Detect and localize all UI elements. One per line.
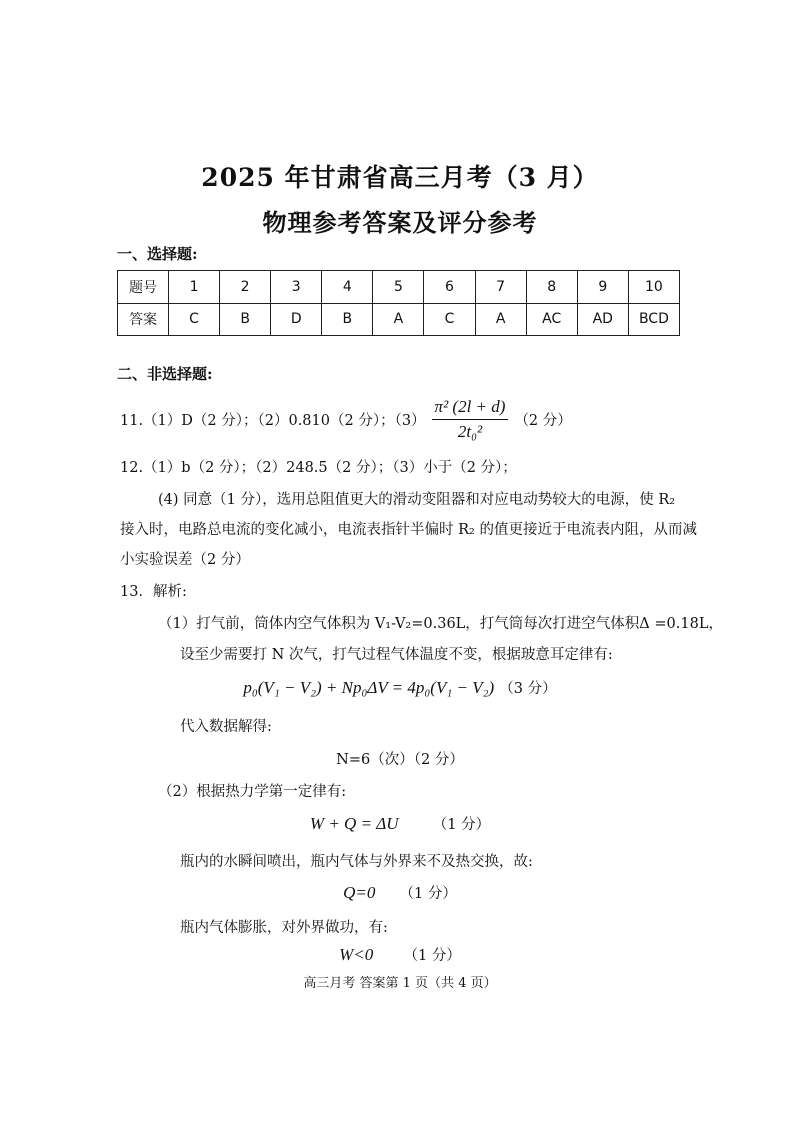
q13-p4: （2）根据热力学第一定律有: xyxy=(158,784,347,800)
q11-formula-denominator: 2t₀² xyxy=(457,421,483,441)
table-cell: B xyxy=(322,303,373,336)
page-footer: 高三月考 答案第 1 页（共 4 页） xyxy=(303,976,497,991)
q13-eq1-row xyxy=(0,677,800,698)
q13-p2: 设至少需要打 N 次气，打气过程气体温度不变，根据玻意耳定律有: xyxy=(180,647,613,663)
section-heading-nonchoice: 二、非选择题: xyxy=(117,365,213,383)
q13-eq3-score: （1 分） xyxy=(432,817,491,833)
q13-eq4-row xyxy=(0,882,800,903)
q13-eq1: p₀(V₁ − V₂) + Np₀ΔV = 4p₀(V₁ − V₂) xyxy=(243,678,495,697)
q12-line3: 接入时，电路总电流的变化减小，电流表指针半偏时 R₂ 的值更接近于电流表内阻，从而减 xyxy=(120,522,697,538)
q13-p3: 代入数据解得: xyxy=(180,719,272,735)
table-cell: 7 xyxy=(475,271,526,304)
table-cell: 5 xyxy=(373,271,424,304)
table-cell: 10 xyxy=(628,271,679,304)
q13-eq3-row xyxy=(0,813,800,834)
q13-eq5-row xyxy=(0,944,800,965)
question-11 xyxy=(120,396,572,442)
table-row-numbers xyxy=(118,271,680,304)
table-cell: 8 xyxy=(526,271,577,304)
q13-eq1-score: （3 分） xyxy=(499,681,557,697)
q13-p5: 瓶内的水瞬间喷出，瓶内气体与外界来不及热交换，故: xyxy=(180,854,533,870)
table-cell: A xyxy=(373,303,424,336)
q13-eq5-score: （1 分） xyxy=(403,948,461,964)
q13-p6: 瓶内气体膨胀，对外界做功，有: xyxy=(180,920,388,936)
q11-formula xyxy=(432,397,509,442)
q12-line1: 12.（1）b（2 分）；（2）248.5（2 分）；（3）小于（2 分）； xyxy=(120,460,517,476)
table-cell: C xyxy=(169,303,220,336)
table-cell: AC xyxy=(526,303,577,336)
q11-score: （2 分） xyxy=(514,412,572,429)
q13-label: 13．解析: xyxy=(120,584,187,600)
q13-p1: （1）打气前，筒体内空气体积为 V₁-V₂=0.36L，打气筒每次打进空气体积Δ =0.18L， xyxy=(158,616,723,632)
answer-table xyxy=(117,270,680,336)
table-cell: 9 xyxy=(577,271,628,304)
q12-line4: 小实验误差（2 分） xyxy=(120,552,250,568)
q13-eq4: Q=0 xyxy=(343,883,376,902)
page-title: 2025 年甘肃省高三月考（3 月） xyxy=(201,163,599,192)
table-cell: 3 xyxy=(271,271,322,304)
table-cell: D xyxy=(271,303,322,336)
q11-text: 11.（1）D（2 分）；（2）0.810（2 分）；（3） xyxy=(120,412,426,429)
section-heading-choice: 一、选择题: xyxy=(117,245,198,263)
table-header-answer: 答案 xyxy=(118,303,169,336)
table-header-question: 题号 xyxy=(118,271,169,304)
q13-eq5: W<0 xyxy=(339,945,374,964)
q13-eq2: N=6（次）（2 分） xyxy=(336,752,464,768)
table-cell: C xyxy=(424,303,475,336)
page-subtitle: 物理参考答案及评分参考 xyxy=(262,208,538,237)
table-cell: 4 xyxy=(322,271,373,304)
q11-formula-numerator: π² (2l + d) xyxy=(432,397,509,420)
table-cell: 1 xyxy=(169,271,220,304)
q13-eq4-score: （1 分） xyxy=(399,886,457,902)
table-cell: A xyxy=(475,303,526,336)
table-row-answers xyxy=(118,303,680,336)
table-cell: 6 xyxy=(424,271,475,304)
q13-eq3: W + Q = ΔU xyxy=(309,814,399,833)
table-cell: 2 xyxy=(220,271,271,304)
table-cell: AD xyxy=(577,303,628,336)
table-cell: BCD xyxy=(628,303,679,336)
table-cell: B xyxy=(220,303,271,336)
q12-line2: (4) 同意（1 分），选用总阻值更大的滑动变阻器和对应电动势较大的电源，使 R₂ xyxy=(158,492,676,508)
